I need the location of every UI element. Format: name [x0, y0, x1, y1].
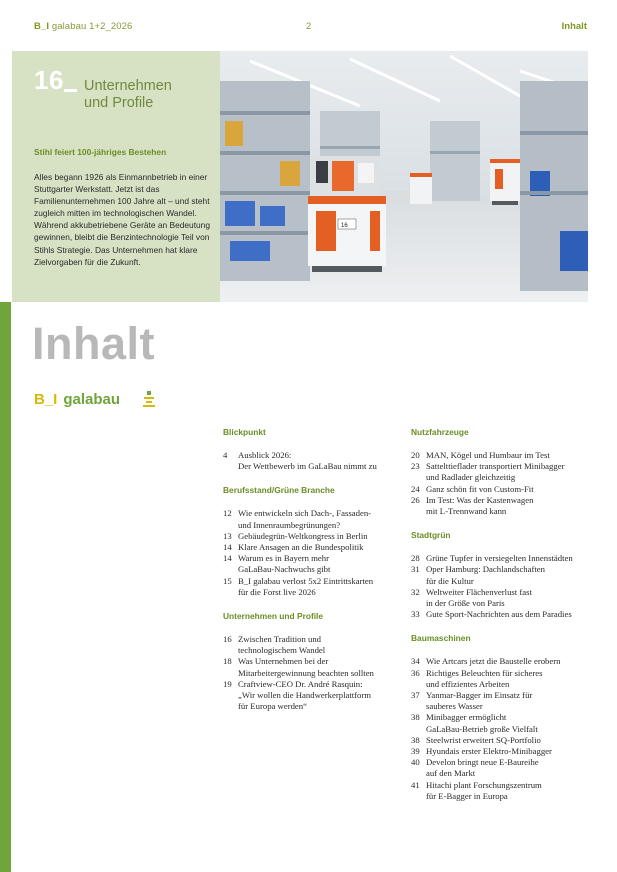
toc-entry[interactable] [411, 587, 591, 609]
toc-entry-title [426, 712, 591, 734]
toc-entry-title [426, 668, 591, 690]
toc-section [223, 485, 403, 598]
issue-number: galabau 1+2_2026 [49, 21, 133, 32]
toc-entry-line: mit L-Trennwand kann [426, 506, 507, 517]
toc-entry-page: 12 [223, 508, 232, 519]
toc-entry-line: Im Test: Was der Kastenwagen [426, 494, 534, 505]
toc-entry-line: auf den Markt [426, 768, 476, 779]
toc-entry-title [426, 690, 591, 712]
page-header [0, 0, 617, 50]
toc-entry-line: Richtiges Beleuchten für sicheres [426, 667, 543, 678]
toc-entry-line: Zwischen Tradition und [238, 634, 322, 645]
teaser-underscore [64, 89, 77, 92]
toc-entry[interactable] [223, 542, 403, 553]
toc-column-left [223, 427, 403, 725]
toc-entry-title [426, 587, 591, 609]
toc-entry[interactable] [411, 690, 591, 712]
page-title: Inhalt [32, 318, 155, 369]
toc-section [223, 611, 403, 712]
toc-entry-page: 41 [411, 779, 420, 790]
toc-entry-title [426, 553, 591, 564]
toc-entry-page: 13 [223, 530, 232, 541]
toc-entry-title [426, 609, 591, 620]
toc-entry[interactable] [223, 576, 403, 598]
toc-entry-page: 36 [411, 667, 420, 678]
toc-entry-title [426, 735, 591, 746]
factory-illustration [220, 51, 588, 302]
toc-entry[interactable] [411, 668, 591, 690]
toc-entry-page: 38 [411, 734, 420, 745]
toc-entry[interactable] [411, 609, 591, 620]
toc-entry-line: Mitarbeitergewinnung beachten sollten [238, 667, 374, 678]
robot-label: 16 [341, 223, 348, 229]
toc-entry-line: GaLaBau-Nachwuchs gibt [238, 564, 331, 575]
toc-entry-line: Oper Hamburg: Dachlandschaften [426, 564, 546, 575]
factory-photo [220, 51, 588, 302]
toc-entry[interactable] [411, 712, 591, 734]
toc-entry-line: und effizientes Arbeiten [426, 678, 510, 689]
toc-section-heading: Nutzfahrzeuge [411, 427, 469, 437]
toc-entry-line: sauberes Wasser [426, 701, 483, 712]
toc-entry-title [426, 746, 591, 757]
toc-entry-title [426, 461, 591, 483]
toc-entry-title [238, 656, 403, 678]
toc-entry-page: 16 [223, 634, 232, 645]
toc-entry[interactable] [411, 780, 591, 802]
toc-section [411, 427, 591, 517]
toc-entry-line: Was Unternehmen bei der [238, 656, 329, 667]
toc-section [411, 633, 591, 802]
toc-entry-page: 19 [223, 678, 232, 689]
toc-entry[interactable] [411, 564, 591, 586]
toc-entry-title [238, 634, 403, 656]
toc-entry-page: 14 [223, 553, 232, 564]
toc-entry-line: technologischem Wandel [238, 645, 326, 656]
toc-entry-line: und Radlader gleichzeitig [426, 472, 516, 483]
toc-entry[interactable] [411, 735, 591, 746]
teaser-title-line: und Profile [84, 95, 154, 111]
toc-section-heading: Berufsstand/Grüne Branche [223, 485, 335, 496]
toc-entry-line: Gebäudegrün-Weltkongress in Berlin [238, 530, 368, 541]
toc-entry-page: 26 [411, 494, 420, 505]
magazine-logo [34, 391, 120, 415]
toc-entry-title [426, 656, 591, 667]
toc-entry-page: 14 [223, 542, 232, 553]
toc-entry-line: Der Wettbewerb im GaLaBau nimmt zu [238, 461, 377, 472]
toc-entry-line: Wie entwickeln sich Dach-, Fassaden- [238, 508, 372, 519]
toc-entry-line: Hitachi plant Forschungszentrum [426, 779, 542, 790]
toc-entry[interactable] [411, 757, 591, 779]
teaser-panel[interactable] [12, 51, 220, 302]
toc-section-heading: Unternehmen und Profile [223, 611, 324, 622]
toc-entry-title [426, 495, 591, 517]
galabau-mark-icon [142, 391, 156, 411]
toc-entry[interactable] [223, 679, 403, 713]
toc-section-heading: Baumaschinen [411, 633, 471, 644]
robot-shape [308, 156, 386, 272]
toc-entry-page: 40 [411, 757, 420, 768]
toc-section-heading: Blickpunkt [223, 427, 266, 437]
toc-entry-title [238, 450, 403, 472]
left-accent-bar [0, 302, 11, 872]
toc-entry-title [238, 576, 403, 598]
toc-entry-title [238, 553, 403, 575]
toc-section-heading: Stadtgrün [411, 530, 451, 541]
toc-entry-line: Yanmar-Bagger im Einsatz für [426, 690, 533, 701]
toc-entry-title [426, 450, 591, 461]
toc-entry-title [426, 484, 591, 495]
toc-entry-page: 4 [223, 450, 228, 460]
toc-entry-title [426, 780, 591, 802]
toc-entry[interactable] [411, 656, 591, 667]
toc-entry-line: für Europa werden“ [238, 701, 307, 712]
toc-entry-line: Develon bringt neue E-Baureihe [426, 757, 539, 768]
toc-entry-page: 38 [411, 712, 420, 723]
toc-entry[interactable] [223, 634, 403, 656]
issue-brand: B_I [34, 21, 50, 32]
toc-entry-line: Steelwrist erweitert SQ-Portfolio [426, 734, 541, 745]
toc-entry-line: Klare Ansagen an die Bundespolitik [238, 542, 364, 553]
toc-entry-line: GaLaBau-Betrieb große Vielfalt [426, 723, 538, 734]
toc-entry[interactable] [223, 531, 403, 542]
toc-entry[interactable] [411, 484, 591, 495]
toc-entry-line: Hyundais erster Elektro-Minibagger [426, 746, 552, 757]
toc-entry-title [238, 508, 403, 530]
toc-section [411, 530, 591, 620]
toc-entry-line: Grüne Tupfer in versiegelten Innenstädten [426, 553, 573, 564]
toc-entry-page: 23 [411, 461, 420, 472]
toc-entry[interactable] [223, 450, 403, 472]
toc-entry-line: Ganz schön fit von Custom-Fit [426, 483, 534, 494]
toc-entry-line: Weltweiter Flächenverlust fast [426, 586, 532, 597]
toc-entry-line: Ausblick 2026: [238, 450, 292, 460]
toc-entry-page: 31 [411, 564, 420, 575]
toc-entry[interactable] [223, 553, 403, 575]
toc-entry[interactable] [411, 553, 591, 564]
toc-entry-line: für die Forst live 2026 [238, 586, 316, 597]
toc-entry-page: 15 [223, 575, 232, 586]
toc-entry-page: 37 [411, 690, 420, 701]
toc-column-right [411, 427, 591, 815]
toc-entry-page: 39 [411, 746, 420, 757]
toc-entry-line: Craftview-CEO Dr. André Rasquin: [238, 678, 363, 689]
toc-entry-line: Warum es in Bayern mehr [238, 553, 329, 564]
toc-entry-title [238, 679, 403, 713]
issue-label [34, 21, 132, 32]
toc-entry-page: 18 [223, 656, 232, 667]
toc-section [223, 427, 403, 472]
toc-entry-line: B_I galabau verlost 5x2 Eintrittskarten [238, 575, 374, 586]
toc-entry[interactable] [411, 746, 591, 757]
teaser-subtitle: Stihl feiert 100-jähriges Bestehen [34, 147, 167, 157]
toc-entry-line: für E-Bagger in Europa [426, 790, 508, 801]
toc-entry-title [238, 531, 403, 542]
teaser-page-number: 16 [34, 65, 64, 95]
toc-entry-title [426, 564, 591, 586]
toc-entry-page: 28 [411, 553, 420, 564]
toc-entry-page: 32 [411, 586, 420, 597]
toc-entry-line: MAN, Kögel und Humbaur im Test [426, 450, 550, 460]
toc-entry[interactable] [411, 450, 591, 461]
page-number: 2 [306, 21, 312, 32]
toc-entry-line: in der Größe von Paris [426, 598, 505, 609]
toc-entry-line: „Wir wollen die Handwerkerplattform [238, 690, 372, 701]
toc-entry-page: 33 [411, 609, 420, 620]
logo-part-name: galabau [63, 391, 121, 408]
toc-entry-line: Wie Artcars jetzt die Baustelle erobern [426, 656, 561, 667]
toc-entry-line: und Innenraumbegrünungen? [238, 519, 341, 530]
toc-entry-title [426, 757, 591, 779]
toc-entry[interactable] [223, 508, 403, 530]
section-label: Inhalt [561, 21, 587, 32]
teaser-body: Alles begann 1926 als Einmannbetrieb in einer Stuttgarter Werkstatt. Jetzt ist das Familienunternehmen 100 Jahre alt – und steht zugleich mitten im technologischen Wandel. Während akkubetriebene Geräte an Bedeutung gewinnen, bleibt die Benzintechnologie Teil von Stihls Strategie. Das Unternehmen hat klare Zielvorgaben für die Zukunft. [34, 172, 210, 267]
toc-entry-page: 24 [411, 483, 420, 494]
toc-entry[interactable] [411, 495, 591, 517]
toc-entry-line: Gute Sport-Nachrichten aus dem Paradies [426, 609, 572, 620]
toc-entry[interactable] [223, 656, 403, 678]
logo-part-brand: B_I [34, 391, 58, 408]
toc-entry-line: für die Kultur [426, 575, 474, 586]
toc-entry-page: 34 [411, 656, 420, 667]
toc-entry[interactable] [411, 461, 591, 483]
toc-entry-line: Sattelttieflader transportiert Minibagger [426, 461, 565, 472]
toc-entry-title [238, 542, 403, 553]
teaser-title [84, 78, 172, 112]
toc-entry-page: 20 [411, 450, 420, 460]
toc-entry-line: Minibagger ermöglicht [426, 712, 507, 723]
teaser-title-line: Unternehmen [84, 78, 172, 94]
